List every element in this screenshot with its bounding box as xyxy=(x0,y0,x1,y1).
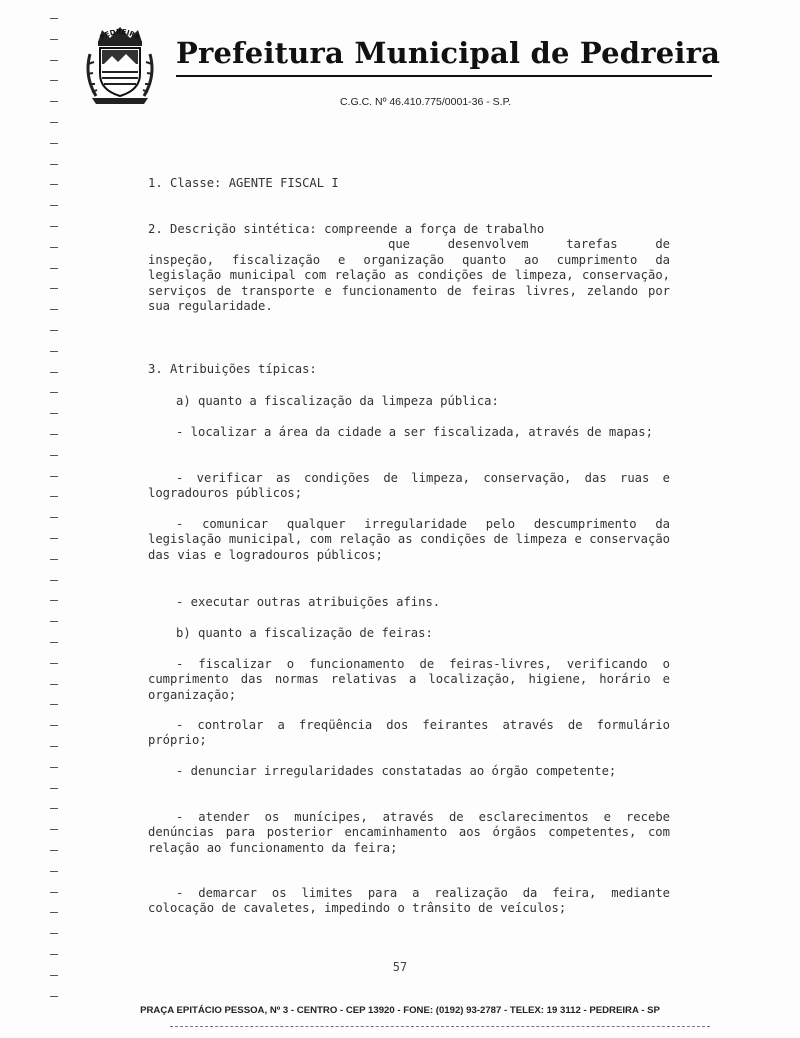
section-b-item-4: - atender os munícipes, através de esclarecimentos e recebe denúncias para posterior encaminhamento aos órgãos competentes, com relação ao funcionamento da feira; xyxy=(148,810,670,855)
margin-tick xyxy=(50,538,58,539)
margin-tick xyxy=(50,330,58,331)
margin-tick xyxy=(50,413,58,414)
margin-tick xyxy=(50,767,58,768)
margin-tick xyxy=(50,663,58,664)
section-a-item-2: - verificar as condições de limpeza, conservação, das ruas e logradouros públicos; xyxy=(148,471,670,501)
margin-tick xyxy=(50,309,58,310)
margin-tick xyxy=(50,372,58,373)
footer-rule xyxy=(170,1026,710,1027)
margin-tick xyxy=(50,247,58,248)
margin-tick xyxy=(50,954,58,955)
svg-text:PEDREIRA: PEDREIRA xyxy=(98,27,142,42)
description-line2: que desenvolvem tarefas de xyxy=(388,237,670,251)
page-number: 57 xyxy=(392,960,408,974)
margin-tick xyxy=(50,600,58,601)
description-body: inspeção, fiscalização e organização quanto ao cumprimento da legislação municipal com relação as condições de limpeza, conservação, serviços de transporte e funcionamento de feiras livres, zelando por sua regularidade. xyxy=(148,253,670,314)
margin-tick xyxy=(50,122,58,123)
margin-tick xyxy=(50,933,58,934)
margin-tick xyxy=(50,60,58,61)
margin-tick xyxy=(50,39,58,40)
margin-tick xyxy=(50,788,58,789)
margin-tick xyxy=(50,392,58,393)
margin-tick xyxy=(50,975,58,976)
margin-tick xyxy=(50,892,58,893)
margin-tick xyxy=(50,205,58,206)
margin-tick xyxy=(50,184,58,185)
margin-tick xyxy=(50,351,58,352)
letterhead-rule xyxy=(176,75,712,77)
margin-tick xyxy=(50,746,58,747)
margin-tick xyxy=(50,80,58,81)
margin-tick xyxy=(50,517,58,518)
margin-tick xyxy=(50,642,58,643)
section-a-heading: a) quanto a fiscalização da limpeza pública: xyxy=(176,394,499,408)
margin-tick xyxy=(50,580,58,581)
margin-tick xyxy=(50,268,58,269)
margin-tick xyxy=(50,996,58,997)
margin-ticks xyxy=(50,18,60,1018)
margin-tick xyxy=(50,850,58,851)
letterhead-cgc: C.G.C. Nº 46.410.775/0001-36 - S.P. xyxy=(340,96,512,108)
margin-tick xyxy=(50,101,58,102)
margin-tick xyxy=(50,912,58,913)
class-line: 1. Classe: AGENTE FISCAL I xyxy=(148,176,339,190)
margin-tick xyxy=(50,476,58,477)
margin-tick xyxy=(50,684,58,685)
section-a-item-3: - comunicar qualquer irregularidade pelo descumprimento da legislação municipal, com relação as condições de limpeza e conservação das vias e logradouros públicos; xyxy=(148,517,670,562)
margin-tick xyxy=(50,164,58,165)
letterhead-title: Prefeitura Municipal de Pedreira xyxy=(176,36,721,70)
footer-address: PRAÇA EPITÁCIO PESSOA, Nº 3 - CENTRO - CEP 13920 - FONE: (0192) 93-2787 - TELEX: 19 3112 - PEDREIRA - SP xyxy=(140,1005,660,1016)
margin-tick xyxy=(50,559,58,560)
section-b-heading: b) quanto a fiscalização de feiras: xyxy=(176,626,433,640)
margin-tick xyxy=(50,621,58,622)
description-line1: 2. Descrição sintética: compreende a força de trabalho xyxy=(148,222,545,236)
section-a-item-4: - executar outras atribuições afins. xyxy=(176,595,441,609)
section-b-item-1: - fiscalizar o funcionamento de feiras-livres, verificando o cumprimento das normas relativas a localização, higiene, horário e organização; xyxy=(148,657,670,702)
margin-tick xyxy=(50,434,58,435)
margin-tick xyxy=(50,871,58,872)
section-b-item-5: - demarcar os limites para a realização da feira, mediante colocação de cavaletes, impedindo o trânsito de veículos; xyxy=(148,886,670,916)
duties-heading: 3. Atribuições típicas: xyxy=(148,362,317,376)
margin-tick xyxy=(50,829,58,830)
margin-tick xyxy=(50,808,58,809)
margin-tick xyxy=(50,496,58,497)
margin-tick xyxy=(50,226,58,227)
margin-tick xyxy=(50,18,58,19)
municipal-seal-icon xyxy=(84,24,156,108)
section-b-item-2: - controlar a freqüência dos feirantes através de formulário próprio; xyxy=(148,718,670,748)
section-b-item-3: - denunciar irregularidades constatadas ao órgão competente; xyxy=(176,764,617,778)
margin-tick xyxy=(50,725,58,726)
margin-tick xyxy=(50,704,58,705)
margin-tick xyxy=(50,288,58,289)
margin-tick xyxy=(50,143,58,144)
margin-tick xyxy=(50,455,58,456)
section-a-item-1: - localizar a área da cidade a ser fiscalizada, através de mapas; xyxy=(176,425,653,439)
